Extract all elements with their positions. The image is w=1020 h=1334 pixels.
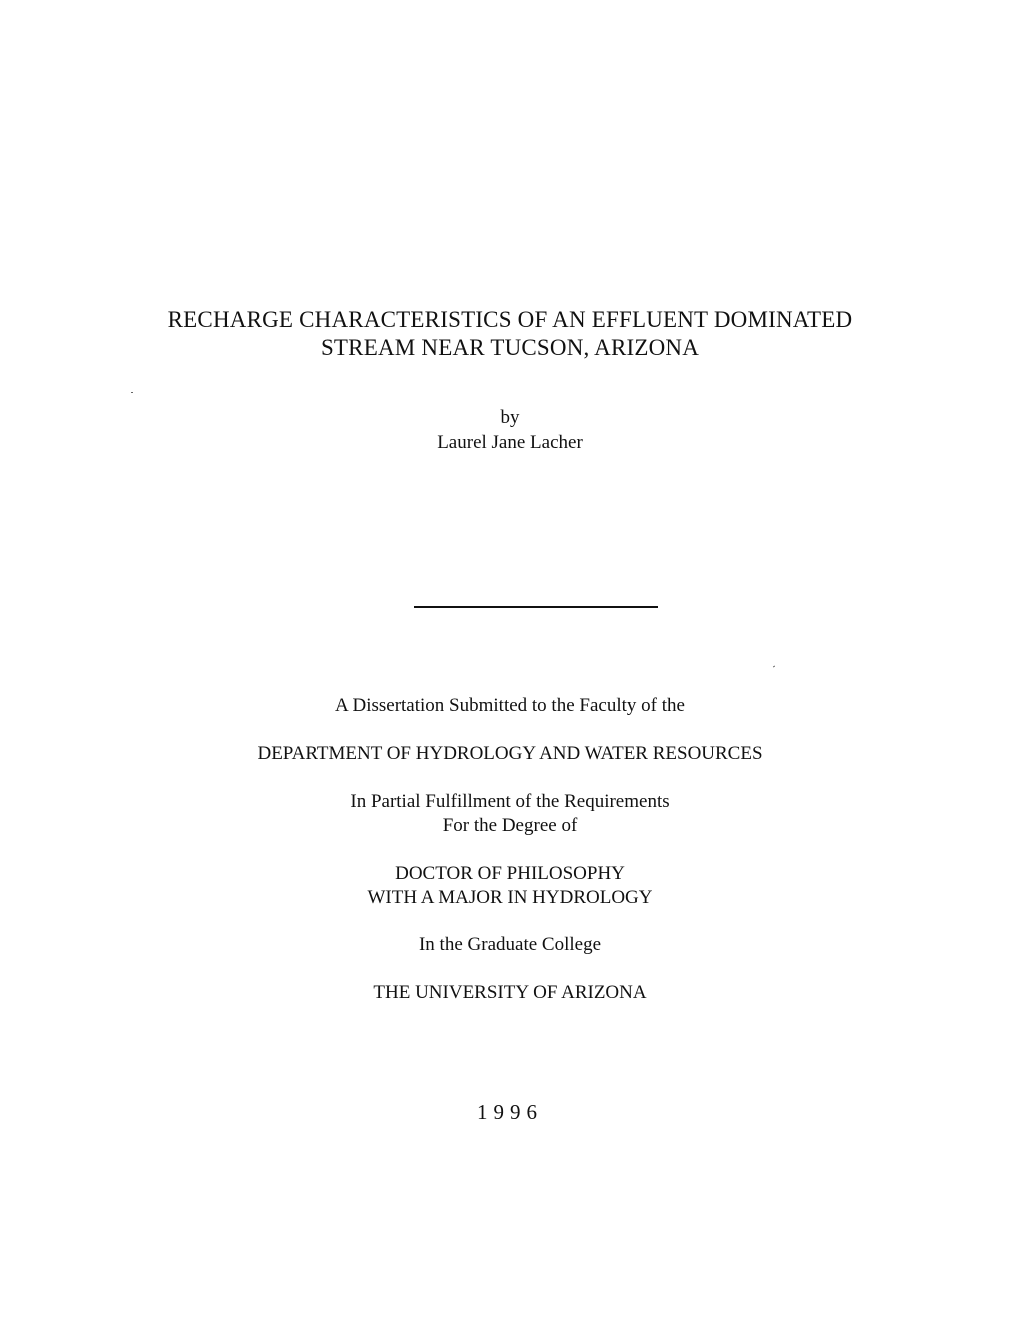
fulfillment-line-1: In Partial Fulfillment of the Requirements [350,791,670,812]
submission-statement: A Dissertation Submitted to the Faculty of the [335,695,685,716]
university-name: THE UNIVERSITY OF ARIZONA [373,982,647,1003]
title-line-1: RECHARGE CHARACTERISTICS OF AN EFFLUENT DOMINATED [167,307,853,332]
separator-rule [414,606,658,608]
fulfillment-line-2: For the Degree of [442,815,578,836]
publication-year: 1996 [477,1100,543,1124]
author-name: Laurel Jane Lacher [437,432,583,453]
scan-speck [131,392,133,393]
department-name: DEPARTMENT OF HYDROLOGY AND WATER RESOURCES [257,743,763,764]
college-name: In the Graduate College [418,934,601,955]
title-line-2: STREAM NEAR TUCSON, ARIZONA [320,335,700,360]
by-label: by [500,407,520,428]
degree-line-1: DOCTOR OF PHILOSOPHY [395,863,625,884]
degree-line-2: WITH A MAJOR IN HYDROLOGY [367,887,653,908]
scan-speck [773,666,775,668]
